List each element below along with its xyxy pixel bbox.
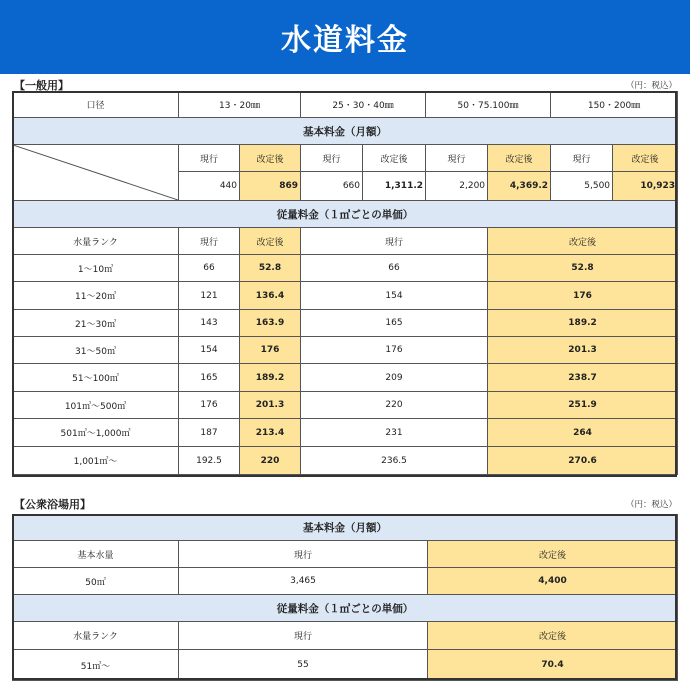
bath-usage-revised: 70.4 — [428, 650, 678, 681]
rate-revised-small: 176 — [240, 337, 301, 364]
rate-revised-small: 189.2 — [240, 364, 301, 392]
rate-revised-small: 220 — [240, 447, 301, 475]
rate-current-small: 187 — [179, 419, 240, 447]
rate-current-large: 176 — [301, 337, 488, 364]
basic-revised-value: 869 — [240, 172, 301, 201]
basic-revised-value: 1,311.2 — [363, 172, 426, 201]
bath-usage-revised-header: 改定後 — [428, 622, 678, 650]
basic-revised-header: 改定後 — [240, 145, 301, 172]
rate-current-small: 154 — [179, 337, 240, 364]
rate-revised-large: 189.2 — [488, 310, 678, 337]
basic-revised-header: 改定後 — [488, 145, 551, 172]
rate-current-large: 209 — [301, 364, 488, 392]
rate-current-small: 143 — [179, 310, 240, 337]
bath-rate-table — [12, 514, 678, 681]
bath-unit-label: （円：税込） — [626, 500, 678, 510]
rank-header: 水量ランク — [13, 228, 179, 255]
rate-revised-large: 270.6 — [488, 447, 678, 475]
basic-current-value: 2,200 — [426, 172, 488, 201]
rate-revised-large: 201.3 — [488, 337, 678, 364]
basic-revised-value: 4,369.2 — [488, 172, 551, 201]
usage-current-header-large: 現行 — [301, 228, 488, 255]
rate-revised-large: 52.8 — [488, 255, 678, 282]
general-unit-label: （円：税込） — [626, 81, 678, 91]
bath-usage-fee-header: 従量料金（１㎥ごとの単価） — [13, 595, 678, 622]
rate-current-large: 66 — [301, 255, 488, 282]
diameter-150-200: 150・200㎜ — [551, 92, 678, 118]
rate-revised-large: 176 — [488, 282, 678, 310]
bath-basic-volume-header: 基本水量 — [13, 541, 179, 568]
rank-label: 11～20㎥ — [13, 282, 179, 310]
bath-current-header: 現行 — [179, 541, 428, 568]
basic-current-value: 5,500 — [551, 172, 613, 201]
diameter-25-40: 25・30・40㎜ — [301, 92, 426, 118]
rate-revised-small: 163.9 — [240, 310, 301, 337]
rate-current-small: 121 — [179, 282, 240, 310]
bath-basic-revised: 4,400 — [428, 568, 678, 595]
rate-revised-small: 136.4 — [240, 282, 301, 310]
rank-label: 31～50㎥ — [13, 337, 179, 364]
usage-fee-header: 従量料金（１㎥ごとの単価） — [13, 201, 678, 228]
bath-rank-label: 51㎥～ — [13, 650, 179, 681]
basic-current-value: 440 — [179, 172, 240, 201]
basic-current-header: 現行 — [551, 145, 613, 172]
bath-usage-current-header: 現行 — [179, 622, 428, 650]
page-title: 水道料金 — [281, 23, 409, 58]
basic-revised-header: 改定後 — [613, 145, 678, 172]
rate-current-large: 220 — [301, 392, 488, 419]
rate-current-large: 165 — [301, 310, 488, 337]
diagonal-blank-cell — [13, 145, 179, 201]
usage-revised-header-small: 改定後 — [240, 228, 301, 255]
basic-fee-header: 基本料金（月額） — [13, 118, 678, 145]
general-rate-table — [12, 91, 678, 475]
rank-label: 501㎥～1,000㎥ — [13, 419, 179, 447]
diameter-50-100: 50・75.100㎜ — [426, 92, 551, 118]
rank-label: 1～10㎥ — [13, 255, 179, 282]
rank-label: 51～100㎥ — [13, 364, 179, 392]
usage-current-header-small: 現行 — [179, 228, 240, 255]
bath-revised-header: 改定後 — [428, 541, 678, 568]
basic-revised-header: 改定後 — [363, 145, 426, 172]
rate-current-large: 236.5 — [301, 447, 488, 475]
rank-label: 1,001㎥～ — [13, 447, 179, 475]
rate-current-small: 66 — [179, 255, 240, 282]
rate-revised-small: 213.4 — [240, 419, 301, 447]
rank-label: 101㎥～500㎥ — [13, 392, 179, 419]
basic-current-header: 現行 — [426, 145, 488, 172]
bath-rank-header: 水量ランク — [13, 622, 179, 650]
usage-revised-header-large: 改定後 — [488, 228, 678, 255]
basic-current-header: 現行 — [301, 145, 363, 172]
diameter-13-20: 13・20㎜ — [179, 92, 301, 118]
general-section-label: 【一般用】 — [14, 79, 69, 92]
rate-revised-large: 238.7 — [488, 364, 678, 392]
bath-section-label: 【公衆浴場用】 — [14, 498, 91, 511]
title-banner — [0, 0, 690, 74]
rate-current-large: 231 — [301, 419, 488, 447]
rate-revised-small: 52.8 — [240, 255, 301, 282]
bath-basic-volume: 50㎥ — [13, 568, 179, 595]
basic-revised-value: 10,923 — [613, 172, 678, 201]
bath-usage-current: 55 — [179, 650, 428, 681]
rate-current-small: 165 — [179, 364, 240, 392]
bath-basic-current: 3,465 — [179, 568, 428, 595]
basic-current-value: 660 — [301, 172, 363, 201]
rate-current-small: 192.5 — [179, 447, 240, 475]
rank-label: 21～30㎥ — [13, 310, 179, 337]
bath-basic-fee-header: 基本料金（月額） — [13, 515, 678, 541]
rate-revised-large: 251.9 — [488, 392, 678, 419]
rate-current-large: 154 — [301, 282, 488, 310]
rate-revised-large: 264 — [488, 419, 678, 447]
diameter-header: 口径 — [13, 92, 179, 118]
rate-current-small: 176 — [179, 392, 240, 419]
rate-revised-small: 201.3 — [240, 392, 301, 419]
basic-current-header: 現行 — [179, 145, 240, 172]
